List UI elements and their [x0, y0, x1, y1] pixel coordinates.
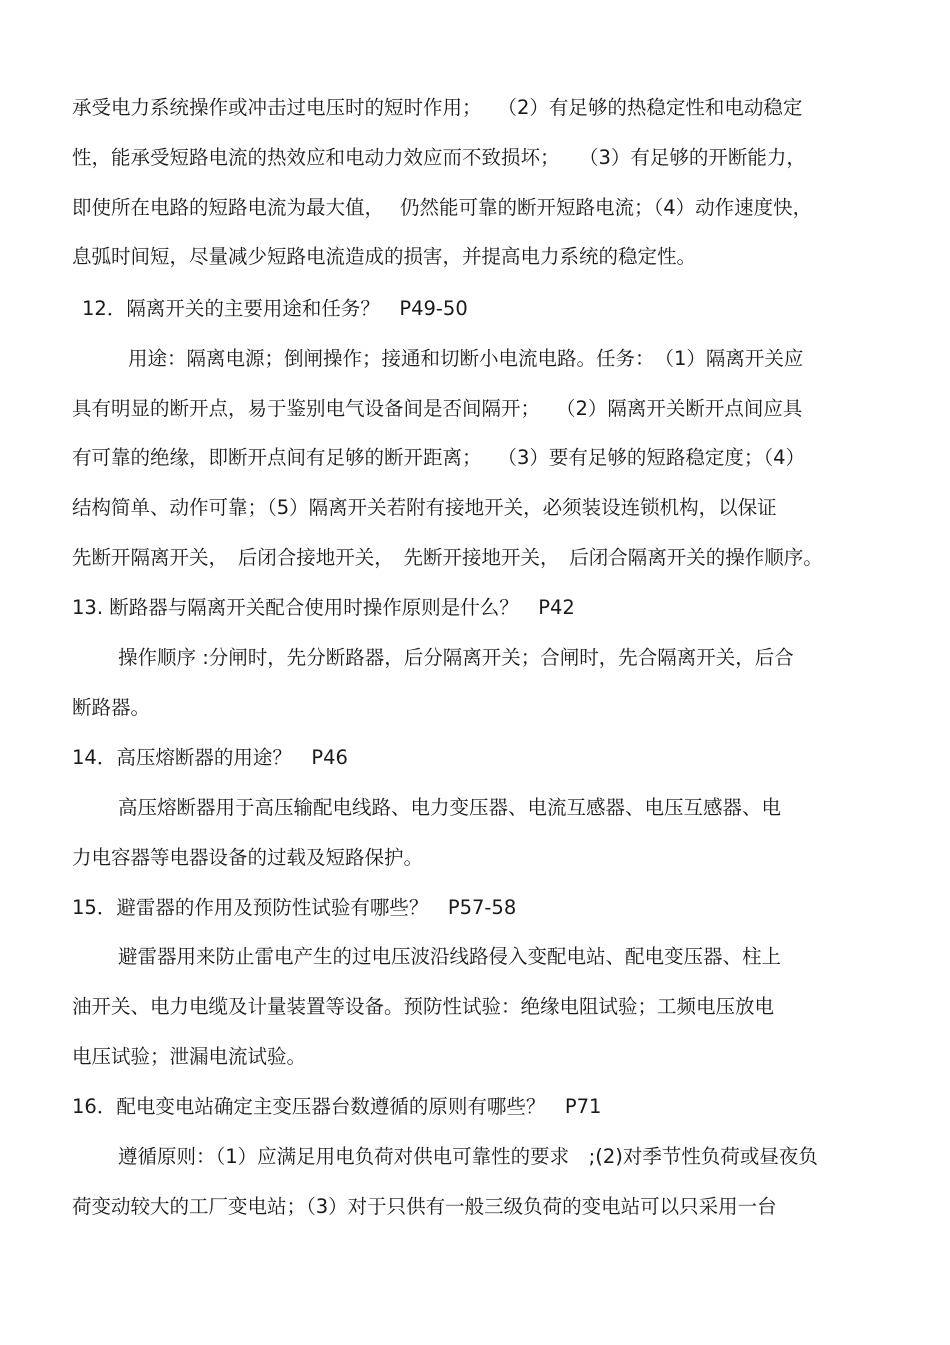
answer-line: 操作顺序 :分闸时，先分断路器，后分隔离开关；合闸时，先合隔离开关，后合	[118, 646, 794, 669]
question-heading: 14．高压熔断器的用途？ P46	[72, 746, 348, 769]
text-line: 电压试验；泄漏电流试验。	[72, 1045, 307, 1068]
text-line: 息弧时间短，尽量减少短路电流造成的损害，并提高电力系统的稳定性。	[72, 245, 697, 268]
question-heading: 15．避雷器的作用及预防性试验有哪些？ P57-58	[72, 896, 517, 919]
text-line: 先断开隔离开关， 后闭合接地开关， 先断开接地开关， 后闭合隔离开关的操作顺序。	[72, 546, 823, 569]
text-line: 结构简单、动作可靠；（5）隔离开关若附有接地开关，必须装设连锁机构，以保证	[72, 496, 777, 519]
text-line: 力电容器等电器设备的过载及短路保护。	[72, 846, 424, 869]
text-line: 性，能承受短路电流的热效应和电动力效应而不致损坏； （3）有足够的开断能力，	[72, 146, 806, 169]
text-line: 油开关、电力电缆及计量装置等设备。预防性试验：绝缘电阻试验；工频电压放电	[72, 995, 775, 1018]
question-heading: 16．配电变电站确定主变压器台数遵循的原则有哪些？ P71	[72, 1095, 602, 1118]
answer-line: 高压熔断器用于高压输配电线路、电力变压器、电流互感器、电压互感器、电	[118, 796, 782, 819]
answer-line: 用途：隔离电源；倒闸操作；接通和切断小电流电路。任务： （1）隔离开关应	[128, 347, 804, 370]
question-heading: 13. 断路器与隔离开关配合使用时操作原则是什么？ P42	[72, 596, 575, 619]
text-line: 承受电力系统操作或冲击过电压时的短时作用； （2）有足够的热稳定性和电动稳定	[72, 96, 803, 119]
text-line: 即使所在电路的短路电流为最大值， 仍然能可靠的断开短路电流；（4）动作速度快，	[72, 196, 813, 219]
text-line: 断路器。	[72, 696, 151, 719]
text-line: 荷变动较大的工厂变电站；（3）对于只供有一般三级负荷的变电站可以只采用一台	[72, 1195, 777, 1218]
text-line: 具有明显的断开点，易于鉴别电气设备间是否间隔开； （2）隔离开关断开点间应具	[72, 397, 803, 420]
answer-line: 避雷器用来防止雷电产生的过电压波沿线路侵入变配电站、配电变压器、柱上	[118, 945, 782, 968]
question-heading: 12．隔离开关的主要用途和任务？ P49-50	[82, 297, 468, 320]
answer-line: 遵循原则：（1）应满足用电负荷对供电可靠性的要求 ;(2)对季节性负荷或昼夜负	[118, 1145, 818, 1168]
text-line: 有可靠的绝缘，即断开点间有足够的断开距离； （3）要有足够的短路稳定度；（4）	[72, 446, 806, 469]
